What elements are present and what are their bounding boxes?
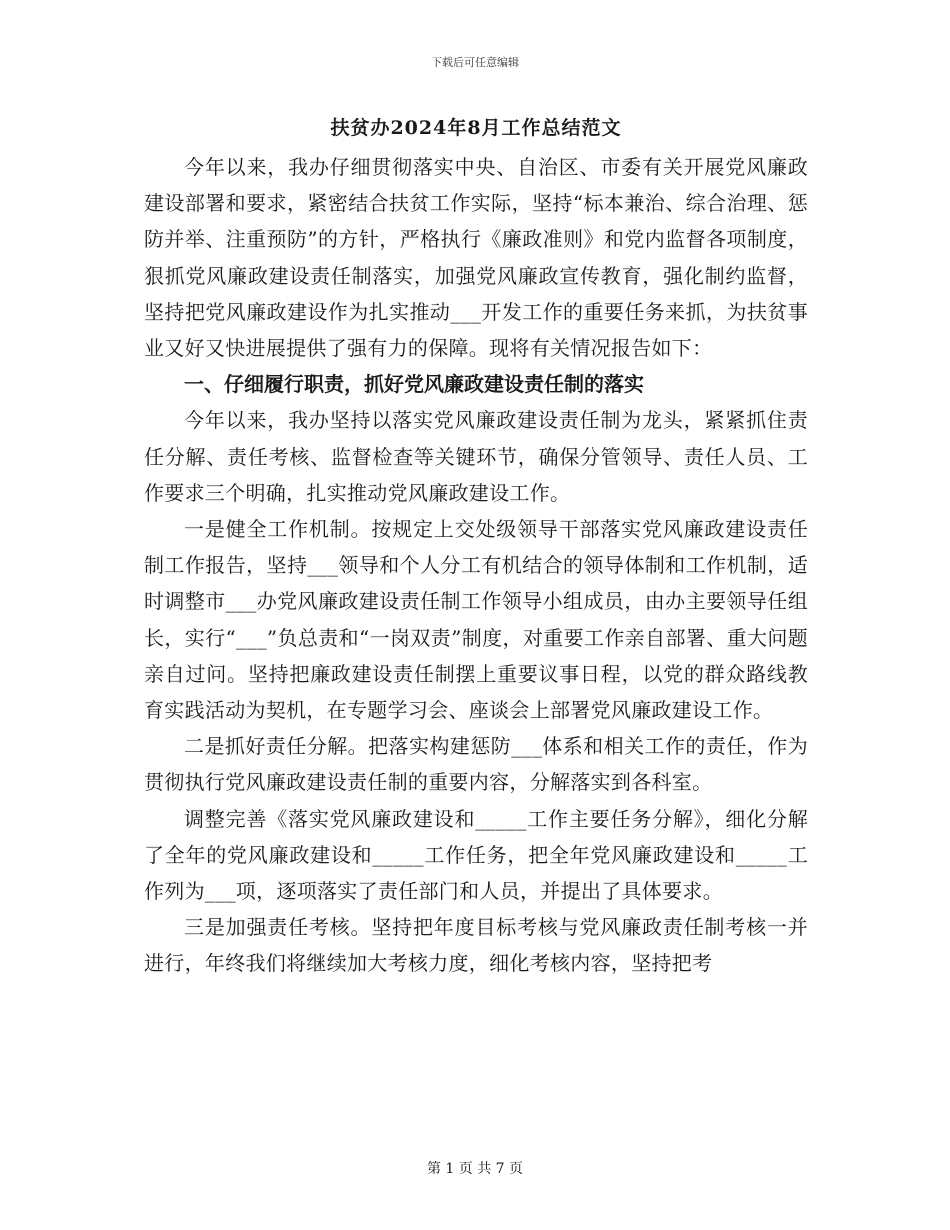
document-body (144, 113, 808, 982)
paragraph-task-breakdown: 调整完善《落实党风廉政建设和_____工作主要任务分解》，细化分解了全年的党风廉政建设和_____工作任务，把全年党风廉政建设和_____工作列为___项，逐项落实了责任部门和人员，并提出了具体要求。 (144, 806, 808, 904)
paragraph-assessment: 三是加强责任考核。坚持把年度目标考核与党风廉政责任制考核一并进行，年终我们将继续加大考核力度，细化考核内容，坚持把考 (144, 915, 808, 976)
paragraph-intro: 今年以来，我办仔细贯彻落实中央、自治区、市委有关开展党风廉政建设部署和要求，紧密结合扶贫工作实际，坚持“标本兼治、综合治理、惩防并举、注重预防”的方针，严格执行《廉政准则》和党内监督各项制度，狠抓党风廉政建设责任制落实，加强党风廉政宣传教育，强化制约监督，坚持把党风廉政建设作为扎实推动___开发工作的重要任务来抓，为扶贫事业又好又快进展提供了强有力的保障。现将有关情况报告如下： (144, 155, 808, 361)
document-title: 扶贫办2024年8月工作总结范文 (330, 117, 622, 139)
paragraph-responsibility: 二是抓好责任分解。把落实构建惩防___体系和相关工作的责任，作为贯彻执行党风廉政建设责任制的重要内容，分解落实到各科室。 (144, 734, 808, 795)
paragraph-mechanism: 一是健全工作机制。按规定上交处级领导干部落实党风廉政建设责任制工作报告，坚持___领导和个人分工有机结合的领导体制和工作机制，适时调整市___办党风廉政建设责任制工作领导小组成员，由办主要领导任组长，实行“___”负总责和“一岗双责”制度，对重要工作亲自部署、重大问题亲自过问。坚持把廉政建设责任制摆上重要议事日程，以党的群众路线教育实践活动为契机，在专题学习会、座谈会上部署党风廉政建设工作。 (144, 517, 808, 723)
page-number: 第 1 页 共 7 页 (426, 1161, 524, 1177)
section-heading-1: 一、仔细履行职责，抓好党风廉政建设责任制的落实 (184, 372, 644, 397)
paragraph-section-intro: 今年以来，我办坚持以落实党风廉政建设责任制为龙头，紧紧抓住责任分解、责任考核、监督检查等关键环节，确保分管领导、责任人员、工作要求三个明确，扎实推动党风廉政建设工作。 (144, 408, 808, 505)
header-note: 下载后可任意编辑 (431, 56, 519, 69)
